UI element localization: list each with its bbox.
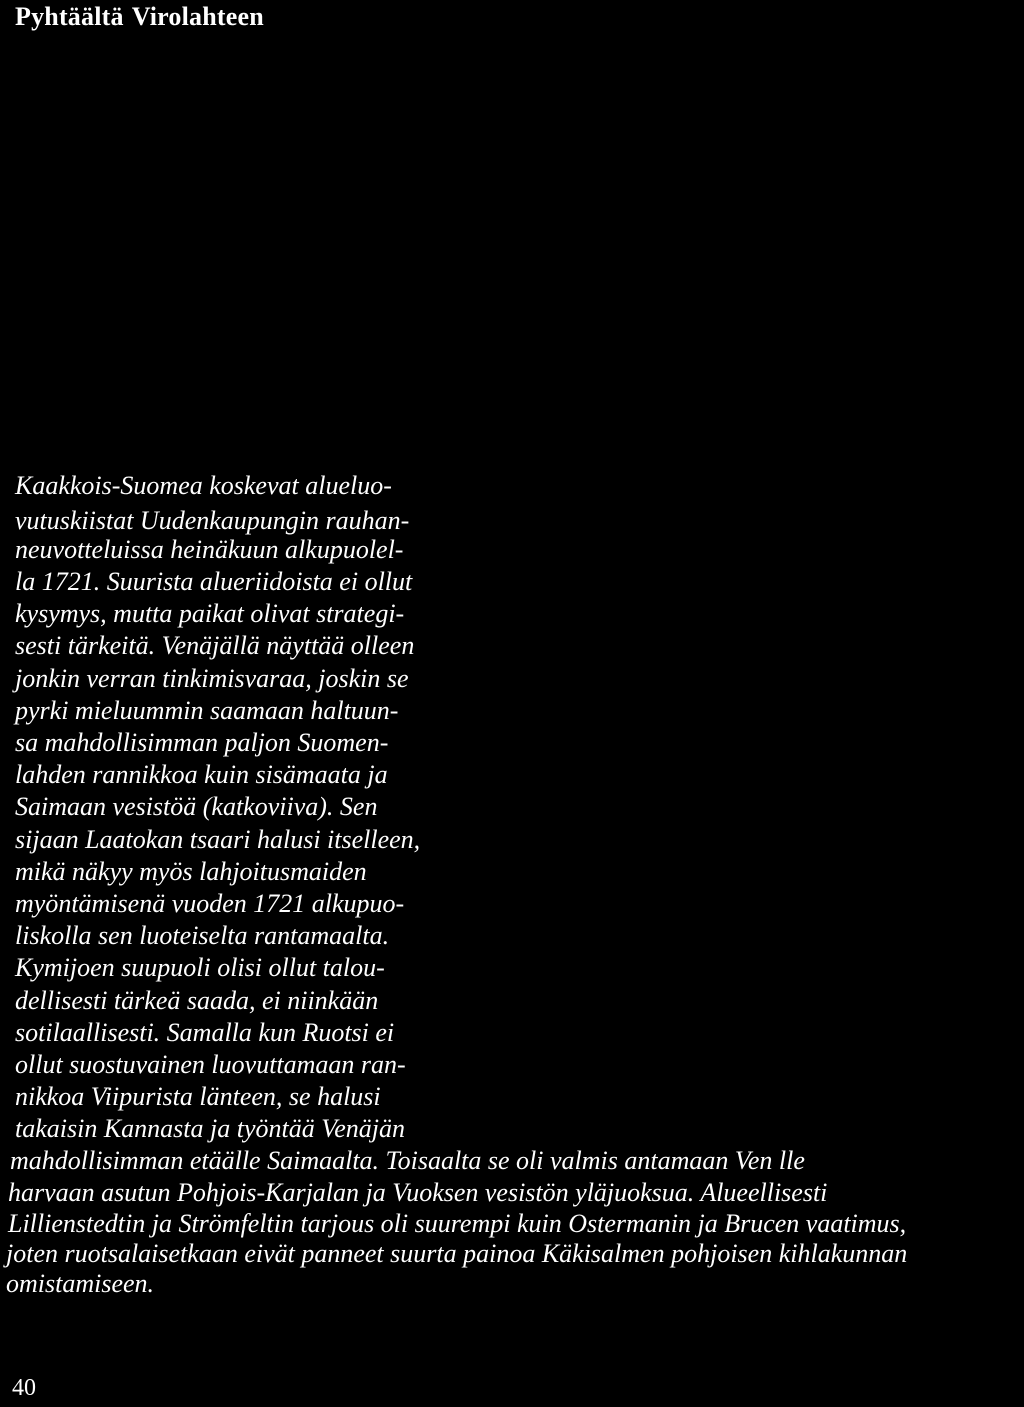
caption-line: harvaan asutun Pohjois-Karjalan ja Vuoksen vesistön yläjuoksua. Alueellisesti — [8, 1178, 828, 1207]
caption-line: lahden rannikkoa kuin sisämaata ja — [15, 760, 388, 789]
running-head — [15, 2, 264, 32]
caption-line: mikä näkyy myös lahjoitusmaiden — [15, 857, 367, 886]
caption-line: sijaan Laatokan tsaari halusi itselleen, — [15, 825, 421, 854]
running-head-part-1: Pyhtäältä — [15, 2, 124, 31]
caption-line: jonkin verran tinkimisvaraa, joskin se — [15, 664, 409, 693]
caption-line: nikkoa Viipurista länteen, se halusi — [15, 1082, 381, 1111]
running-head-part-2: Virolahteen — [131, 2, 264, 31]
caption-line: la 1721. Suurista alueriidoista ei ollut — [15, 567, 413, 596]
caption-line: Saimaan vesistöä (katkoviiva). Sen — [15, 792, 378, 821]
caption-line: sesti tärkeitä. Venäjällä näyttää olleen — [15, 631, 415, 660]
caption-line: takaisin Kannasta ja työntää Venäjän — [15, 1114, 405, 1143]
caption-line: ollut suostuvainen luovuttamaan ran- — [15, 1050, 406, 1079]
caption-line: joten ruotsalaisetkaan eivät panneet suurta painoa Käkisalmen pohjoisen kihlakunnan — [6, 1239, 908, 1268]
caption-line: Kaakkois-Suomea koskevat alueluo- — [15, 471, 392, 500]
page-number: 40 — [12, 1375, 36, 1401]
caption-line: Lillienstedtin ja Strömfeltin tarjous oli suurempi kuin Ostermanin ja Brucen vaatimus, — [8, 1209, 907, 1238]
caption-line: pyrki mieluummin saamaan haltuun- — [15, 696, 399, 725]
caption-line: mahdollisimman etäälle Saimaalta. Toisaalta se oli valmis antamaan Ven lle — [10, 1146, 805, 1175]
caption-line: sa mahdollisimman paljon Suomen- — [15, 728, 389, 757]
caption-line: vutuskiistat Uudenkaupungin rauhan- — [15, 506, 410, 535]
caption-line: neuvotteluissa heinäkuun alkupuolel- — [15, 535, 404, 564]
caption-line: Kymijoen suupuoli olisi ollut talou- — [15, 953, 385, 982]
caption-line: liskolla sen luoteiselta rantamaalta. — [15, 921, 390, 950]
caption-line: sotilaallisesti. Samalla kun Ruotsi ei — [15, 1018, 395, 1047]
caption-line: omistamiseen. — [6, 1269, 155, 1298]
caption-line: kysymys, mutta paikat olivat strategi- — [15, 599, 405, 628]
caption-line: myöntämisenä vuoden 1721 alkupuo- — [15, 889, 405, 918]
caption-line: dellisesti tärkeä saada, ei niinkään — [15, 986, 379, 1015]
